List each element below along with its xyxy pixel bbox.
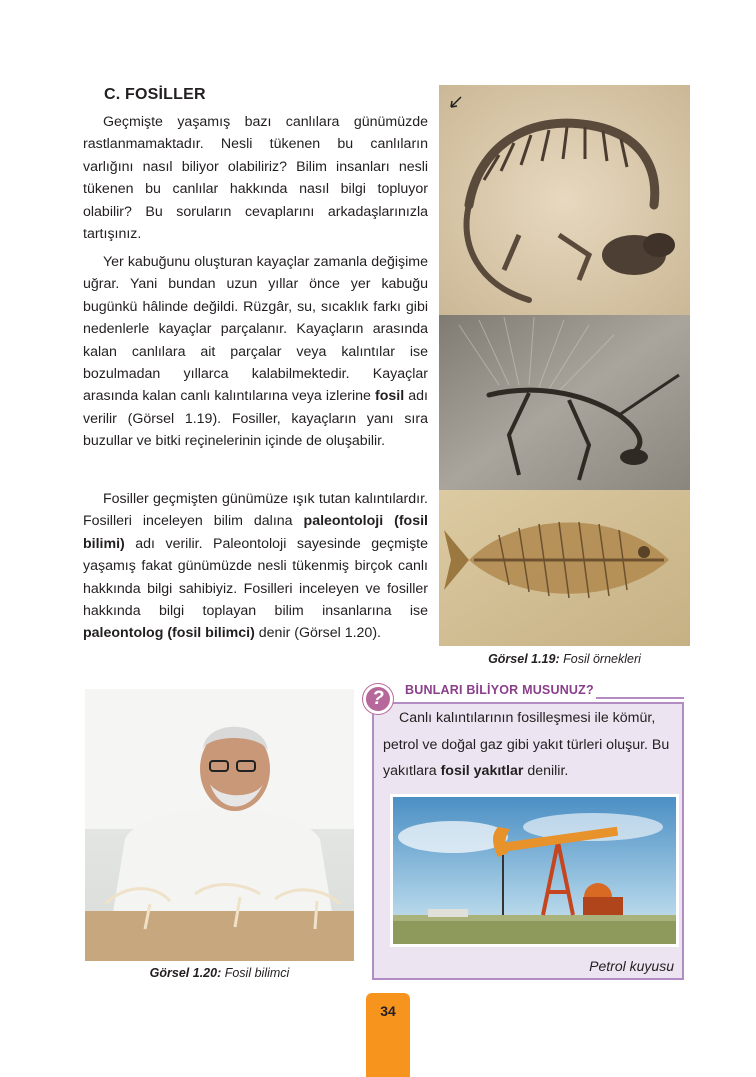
paragraph-intro-text: Geçmişte yaşamış bazı canlılara günümüzde rastlanmamaktadır. Nesli tükenen bu canlıların varlığını nasıl biliyor olabiliriz? Bilim insanları nesli tükenen bu canlılar hakkında nasıl bilgi topluyor olabilir? Bu soruların cevaplarını arkadaşlarınızla tartışınız. xyxy=(83,114,428,243)
figure-caption-fossils-label: Görsel 1.19: xyxy=(488,652,560,666)
figure-caption-scientist xyxy=(85,966,354,980)
term-paleontolog: paleontolog (fosil bilimci) xyxy=(83,625,255,642)
info-box-title: BUNLARI BİLİYOR MUSUNUZ? xyxy=(405,683,600,697)
info-box-text-2: denilir. xyxy=(523,763,569,779)
figure-caption-scientist-text: Fosil bilimci xyxy=(221,966,290,980)
question-mark-icon: ? xyxy=(363,684,393,714)
fossil-fish-photo xyxy=(439,490,690,646)
scientist-photo xyxy=(85,689,354,961)
figure-caption-fossils xyxy=(439,652,690,666)
term-fosil-yakitlar: fosil yakıtlar xyxy=(440,763,524,779)
info-box-text xyxy=(383,705,679,785)
page-number: 34 xyxy=(380,1003,396,1019)
term-paleontoloji: paleontoloji (fosil bilimi) xyxy=(83,513,428,552)
paragraph-rocks xyxy=(83,251,428,453)
paragraph-paleo-text-3: denir (Görsel 1.20). xyxy=(254,625,381,642)
figure-caption-scientist-label: Görsel 1.20: xyxy=(149,966,222,980)
paragraph-rocks-text-2: adı verilir (Görsel 1.19). Fosiller, kayaçların yanı sıra buzullar ve bitki reçinelerinin içinde de oluşabilir. xyxy=(83,388,428,450)
fossil-bird-photo xyxy=(439,315,690,490)
paragraph-paleo-text-1: Fosiller geçmişten günümüze ışık tutan kalıntılardır. Fosilleri inceleyen bilim dalına xyxy=(83,491,428,530)
fossil-reptile-photo xyxy=(439,85,690,315)
term-fosil: fosil xyxy=(374,388,405,405)
paragraph-paleontology xyxy=(83,488,428,645)
paragraph-rocks-text-1: Yer kabuğunu oluşturan kayaçlar zamanla değişime uğrar. Yani bundan uzun yıllar önce yer kabuğu bugünkü hâlinde değildi. Rüzgâr, su, sıcaklık farkı gibi nedenlerle kayaçlar parçalanır. Kayaçların arasında kalan canlılara ait parçalar veya kalıntılar ise bozulmadan yıllarca kalabilmektedir. Kayaçlar arasında kalan canlı kalıntılarına veya izlerine xyxy=(83,254,428,405)
oil-well-photo xyxy=(390,794,679,947)
info-title-divider xyxy=(596,697,684,699)
figure-caption-fossils-text: Fosil örnekleri xyxy=(559,652,641,666)
page-number-tab xyxy=(366,993,410,1077)
oil-well-caption: Petrol kuyusu xyxy=(589,958,674,974)
paragraph-paleo-text-2: adı verilir. Paleontoloji sayesinde geçmişte yaşamış fakat günümüzde nesli tükenmiş birçok canlı hakkında bilgi sahibiyiz. Fosilleri inceleyen ve fosiller hakkında bilgi toplayan bilim insanlarına ise xyxy=(83,535,428,620)
info-box-text-1: Canlı kalıntılarının fosilleşmesi ile kömür, petrol ve doğal gaz gibi yakıt türleri oluşur. Bu yakıtlara xyxy=(383,710,670,779)
section-title: C. FOSİLLER xyxy=(104,86,206,103)
paragraph-intro xyxy=(83,111,428,245)
